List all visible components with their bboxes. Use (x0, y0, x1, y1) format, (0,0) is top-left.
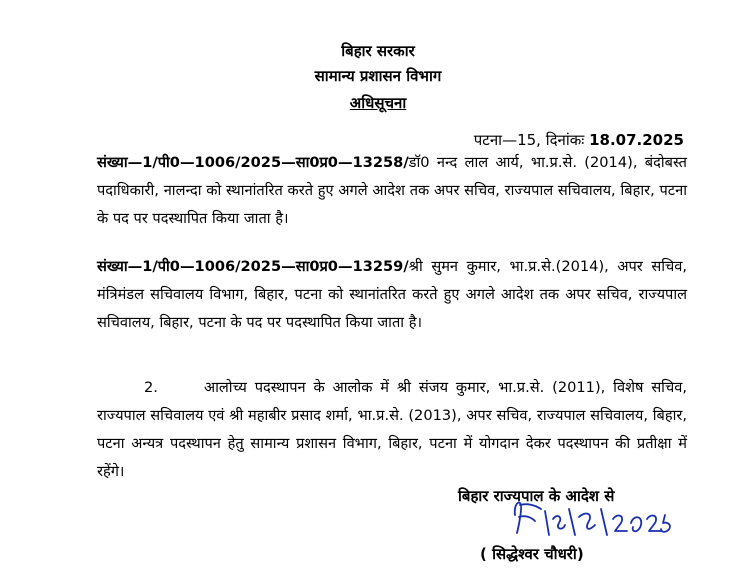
department-title: सामान्य प्रशासन विभाग (314, 67, 442, 85)
place-label: पटना—15, दिनांकः (473, 131, 585, 149)
order-reference-1: संख्या—1/पी0—1006/2025—सा0प्र0—13258/ (97, 154, 409, 171)
order-text-1: डॉ0 नन्द लाल आर्य, भा.प्र.से. (2014), बंदोबस्त पदाधिकारी, नालन्दा को स्थानांतरित करते हुए अगले आदेश तक अपर सचिव, राज्यपाल सचिवालय, बिहार, पटना के पद पर पदस्थापित किया जाता है। (97, 154, 687, 227)
order-reference-2: संख्या—1/पी0—1006/2025—सा0प्र0—13259/ (97, 258, 409, 275)
handwritten-signature (505, 495, 675, 543)
signatory-name: ( सिद्धेश्वर चौधरी) (480, 545, 584, 563)
government-title: बिहार सरकार (341, 42, 415, 60)
order-text-2: श्री सुमन कुमार, भा.प्र.से.(2014), अपर सचिव, मंत्रिमंडल सचिवालय विभाग, बिहार, पटना को स्थानांतरित करते हुए अगले आदेश तक अपर सचिव, राज्यपाल सचिवालय, बिहार, पटना के पद पर पदस्थापित किया जाता है। (97, 258, 687, 331)
notification-date: 18.07.2025 (589, 131, 684, 149)
paragraph-2-text: आलोच्य पदस्थापन के आलोक में श्री संजय कुमार, भा.प्र.से. (2011), विशेष सचिव, राज्यपाल सचिवालय एवं श्री महाबीर प्रसाद शर्मा, भा.प्र.से. (2013), अपर सचिव, राज्यपाल सचिवालय, बिहार, पटना अन्यत्र पदस्थापन हेतु सामान्य प्रशासन विभाग, बिहार, पटना में योगदान देकर पदस्थापन की प्रतीक्षा में रहेंगे। (97, 379, 687, 480)
order-authority: बिहार राज्यपाल के आदेश से (458, 487, 615, 505)
doc-type-heading: अधिसूचना (349, 94, 407, 112)
paragraph-2 (97, 374, 687, 486)
doc-type-wrapper (0, 94, 756, 112)
order-paragraph-1 (97, 149, 687, 233)
order-paragraph-2 (97, 253, 687, 337)
paragraph-number: 2. (144, 379, 158, 396)
dateline (474, 131, 684, 149)
